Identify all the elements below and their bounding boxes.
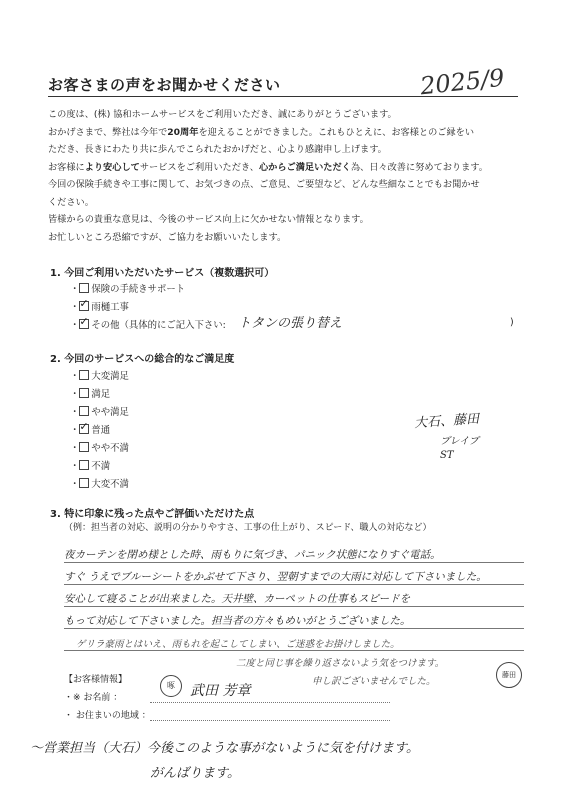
q2-option[interactable]: ・ やや不満: [70, 443, 129, 454]
q2-title: 2. 今回のサービスへの総合的なご満足度: [50, 354, 235, 365]
handwritten-answer-line: もって対応して下さいました。担当者の方々もめいがとうございました。: [64, 615, 411, 627]
q2-option[interactable]: ・✓ 普通: [70, 422, 110, 436]
intro-line: ただき、長きにわたり共に歩んでこられたおかげだと、心より感謝申し上げます。: [48, 144, 387, 155]
checkbox[interactable]: [79, 388, 89, 398]
handwritten-sales-note: がんばります。: [150, 766, 240, 781]
q1-option[interactable]: ・ 保険の手続きサポート: [70, 284, 186, 295]
checkbox-checked[interactable]: [79, 301, 89, 311]
answer-rule: [64, 606, 524, 607]
handwritten-answer-line: すぐ うえでブルーシートをかぶせて下さり、翌朝すまでの大雨に対応して下さいました。: [64, 571, 487, 583]
handwritten-staff-note: ST: [440, 450, 454, 461]
handwritten-answer-line: 夜カーテンを閉め様とした時、雨もりに気づき、パニック状態になりすぐ電話。: [64, 549, 441, 561]
handwritten-staff-note: 大石、藤田: [413, 411, 480, 432]
name-label: ・※ お名前 ：: [64, 693, 123, 703]
answer-rule: [64, 628, 524, 629]
form-title: お客さまの声をお聞かせください: [48, 76, 281, 94]
handwritten-date: 2025/9: [418, 63, 506, 101]
checkbox[interactable]: [79, 460, 89, 470]
q3-title: 3. 特に印象に残った点やご評価いただけた点: [50, 509, 255, 520]
checkbox-checked[interactable]: [79, 424, 89, 434]
customer-info-heading: 【お客様情報】: [64, 675, 128, 685]
handwritten-staff-note: ブレイブ: [440, 436, 479, 447]
answer-rule: [64, 562, 524, 563]
intro-line: お客様により安心してサービスをご利用いただき、心からご満足いただく為、日々改善に努めております。: [48, 161, 488, 173]
q2-option[interactable]: ・ 不満: [70, 461, 111, 472]
checkbox-checked[interactable]: [79, 319, 89, 329]
name-value: 武田 芳章: [190, 683, 251, 699]
q1-close-paren: ): [510, 317, 514, 328]
intro-line: 皆様からの貴重な意見は、今後のサービス向上に欠かせない情報となります。: [48, 214, 369, 225]
handwritten-reply-line: ゲリラ豪雨とはいえ、雨もれを起こしてしまい、ご迷惑をお掛けしました。: [76, 639, 400, 650]
handwritten-answer-line: 安心して寝ることが出来ました。天井壁、カーペットの仕事もスピードを: [64, 593, 411, 605]
q1-option[interactable]: ・✓ その他（具体的にご記入下さい:: [70, 317, 226, 331]
q1-title: 1. 今回ご利用いただいたサービス（複数選択可）: [50, 268, 275, 279]
handwritten-reply-line: 申し訳ございませんでした。: [312, 676, 436, 687]
intro-line: お忙しいところ恐縮ですが、ご協力をお願いいたします。: [48, 231, 287, 243]
name-field-rule: [150, 702, 390, 703]
intro-line: ください。: [48, 196, 94, 208]
intro-paragraph: [48, 106, 528, 246]
area-label: ・ お住まいの地域 ：: [64, 711, 151, 721]
answer-rule: [64, 584, 524, 585]
handwritten-sales-note: ～営業担当（大石）今後このような事がないように気を付けます。: [30, 741, 419, 756]
intro-line: おかげさまで、弊社は今年で20周年を迎えることができました。これもひとえに、お客様とのご縁をい: [48, 126, 475, 138]
q2-option[interactable]: ・ 大変不満: [70, 479, 129, 490]
stamp-seal: 啄: [160, 675, 182, 697]
checkbox[interactable]: [79, 406, 89, 416]
checkbox[interactable]: [79, 442, 89, 452]
q1-option[interactable]: ・✓ 雨樋工事: [70, 299, 129, 313]
answer-rule: [64, 650, 524, 651]
q2-option[interactable]: ・ 大変満足: [70, 371, 129, 382]
area-field-rule: [150, 720, 390, 721]
intro-line: 今回の保険手続きや工事に関して、お気づきの点、ご意見、ご要望など、どんな些細なことでもお聞かせ: [48, 179, 480, 190]
stamp-seal: 藤田: [496, 662, 522, 688]
q2-option[interactable]: ・ 満足: [70, 389, 111, 400]
q1-other-text: トタンの張り替え: [238, 316, 343, 331]
checkbox[interactable]: [79, 283, 89, 293]
checkbox[interactable]: [79, 478, 89, 488]
q2-option[interactable]: ・ やや満足: [70, 407, 129, 418]
checkbox[interactable]: [79, 370, 89, 380]
handwritten-reply-line: 二度と同じ事を繰り返さないよう気をつけます。: [236, 658, 445, 669]
q3-subtitle: （例：担当者の対応、説明の分かりやすさ、工事の仕上がり、スピード、職人の対応など）: [64, 523, 432, 533]
intro-line: この度は、(株) 協和ホームサービスをご利用いただき、誠にありがとうございます。: [48, 109, 397, 120]
